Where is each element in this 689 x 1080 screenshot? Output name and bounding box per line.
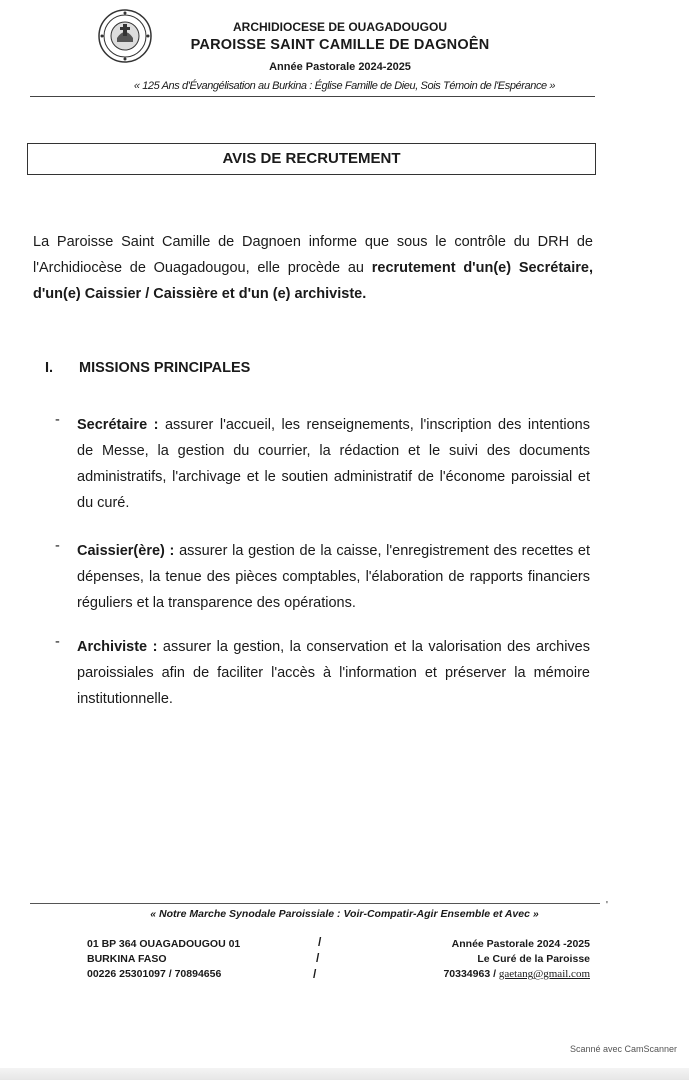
mission-role: Caissier(ère) bbox=[77, 543, 165, 559]
footer-year: Année Pastorale 2024 -2025 bbox=[451, 938, 590, 950]
footer-contact bbox=[443, 967, 590, 982]
footer-address-line: 01 BP 364 OUAGADOUGOU 01 bbox=[87, 938, 241, 950]
list-bullet: - bbox=[55, 412, 60, 428]
mission-caissier bbox=[77, 538, 590, 616]
page-title: AVIS DE RECRUTEMENT bbox=[222, 150, 401, 167]
footer-mark: ' bbox=[606, 900, 608, 911]
mission-separator: : bbox=[164, 543, 180, 559]
intro-bold: recrutement d'un(e) Secrétaire, d'un(e) Caissier / Caissière et d'un (e) archiviste. bbox=[33, 260, 593, 302]
header-divider bbox=[30, 96, 595, 97]
list-bullet: - bbox=[55, 634, 60, 650]
mission-text: assurer la gestion, la conservation et la valorisation des archives paroissiales afin de faciliter l'accès à l'information et préserver la mémoire institutionnelle. bbox=[77, 639, 590, 707]
intro-paragraph bbox=[33, 229, 593, 307]
mission-separator: : bbox=[147, 417, 165, 433]
footer-address-line: 00226 25301097 / 70894656 bbox=[87, 968, 222, 980]
parish-seal-logo bbox=[97, 8, 153, 64]
mission-role: Archiviste bbox=[77, 639, 148, 655]
mission-role: Secrétaire bbox=[77, 417, 148, 433]
footer-signatory: Le Curé de la Paroisse bbox=[477, 953, 590, 965]
footer-slash: / bbox=[313, 967, 317, 981]
pastoral-year: Année Pastorale 2024-2025 bbox=[269, 61, 411, 73]
scan-watermark: Scanné avec CamScanner bbox=[569, 1044, 677, 1054]
header-motto: « 125 Ans d'Évangélisation au Burkina : Église Famille de Dieu, Sois Témoin de l'Espérance » bbox=[133, 80, 556, 92]
list-bullet: - bbox=[55, 538, 60, 554]
footer-slash: / bbox=[318, 935, 322, 949]
mission-secretaire bbox=[77, 412, 590, 516]
footer-phone: 70334963 / bbox=[443, 968, 499, 980]
mission-separator: : bbox=[147, 639, 163, 655]
footer-divider bbox=[30, 903, 600, 904]
footer-address-line: BURKINA FASO bbox=[87, 953, 167, 965]
section-number: I. bbox=[45, 360, 54, 376]
mission-text: assurer l'accueil, les renseignements, l'inscription des intentions de Messe, la gestion du courrier, la rédaction et le suivi des documents administratifs, l'archivage et le soutien administratif de l'économe paroissial et du curé. bbox=[77, 417, 590, 511]
footer-email[interactable]: gaetang@gmail.com bbox=[498, 968, 590, 980]
footer-slash: / bbox=[316, 951, 320, 965]
section-heading bbox=[45, 360, 250, 376]
footer-motto: « Notre Marche Synodale Paroissiale : Voir-Compatir-Agir Ensemble et Avec » bbox=[150, 908, 539, 920]
parish-name: PAROISSE SAINT CAMILLE DE DAGNOÊN bbox=[190, 37, 490, 53]
bottom-edge bbox=[0, 1068, 689, 1080]
intro-text: La Paroisse Saint Camille de Dagnoen informe que sous le contrôle du DRH de l'Archidiocèse de Ouagadougou, elle procède au bbox=[33, 234, 593, 276]
diocese-name: ARCHIDIOCESE DE OUAGADOUGOU bbox=[232, 20, 447, 34]
section-title: MISSIONS PRINCIPALES bbox=[79, 360, 251, 376]
mission-text: assurer la gestion de la caisse, l'enregistrement des recettes et dépenses, la tenue des pièces comptables, l'élaboration de rapports financiers réguliers et la transparence des opérations. bbox=[77, 543, 590, 611]
mission-archiviste bbox=[77, 634, 590, 712]
